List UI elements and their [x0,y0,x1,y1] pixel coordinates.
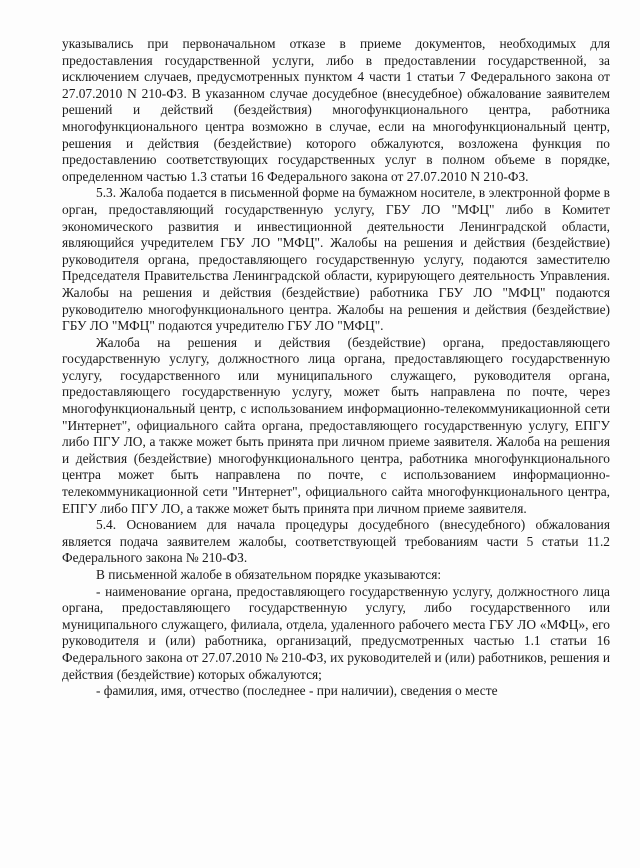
list-item-organ-name: - наименование органа, предоставляющего государственную услугу, должностного лица органа, предоставляющего государственную услугу, либо государственного или муниципального служащего, филиала, отдела, удаленного рабочего места ГБУ ЛО «МФЦ», его руководителя и (или) работника, организаций, предусмотренных частью 1.1 статьи 16 Федерального закона от 27.07.2010 № 210-ФЗ, их руководителей и (или) работников, решения и действия (бездействие) которых обжалуются; [62,583,610,682]
list-item-applicant-name: - фамилия, имя, отчество (последнее - при наличии), сведения о месте [96,683,498,699]
paragraph-continuation: указывались при первоначальном отказе в приеме документов, необходимых для предоставления государственной услуги, либо в предоставлении государственной, за исключением случаев, предусмотренных пунктом 4 части 1 статьи 7 Федерального закона от 27.07.2010 N 210-ФЗ. В указанном случае досудебное (внесудебное) обжалование заявителем решений и действий (бездействия) многофункционального центра, работника многофункционального центра возможно в случае, если на многофункциональный центр, решения и действия (бездействие) которого обжалуются, возложена функция по предоставлению соответствующих государственных услуг в полном объеме в порядке, определенном частью 1.3 статьи 16 Федерального закона от 27.07.2010 N 210-ФЗ. [62,36,610,184]
paragraph-complaint-channels: Жалоба на решения и действия (бездействие) органа, предоставляющего государственную услугу, должностного лица органа, предоставляющего государственную услугу, государственного или муниципального служащего, руководителя органа, предоставляющего государственную услугу, может быть направлена по почте, через многофункциональный центр, с использованием информационно-телекоммуникационной сети "Интернет", официального сайта органа, предоставляющего государственную услугу, ЕПГУ либо ПГУ ЛО, а также может быть принята при личном приеме заявителя. Жалоба на решения и действия (бездействие) многофункционального центра, работника многофункционального центра может быть направлена по почте, с использованием информационно-телекоммуникационной сети "Интернет", официального сайта многофункционального центра, ЕПГУ либо ПГУ ЛО, а также может быть принята при личном приеме заявителя. [62,334,610,516]
paragraph-5-4: 5.4. Основанием для начала процедуры досудебного (внесудебного) обжалования является подача заявителем жалобы, соответствующей требованиям части 5 статьи 11.2 Федерального закона № 210-ФЗ. [62,517,610,566]
document-body [62,36,610,700]
paragraph-5-3: 5.3. Жалоба подается в письменной форме на бумажном носителе, в электронной форме в орган, предоставляющий государственную услугу, ГБУ ЛО "МФЦ" либо в Комитет экономического развития и инвестиционной деятельности Ленинградской области, являющийся учредителем ГБУ ЛО "МФЦ". Жалобы на решения и действия (бездействие) руководителя органа, предоставляющего государственную услугу, подаются заместителю Председателя Правительства Ленинградской области, курирующего деятельность Управления. Жалобы на решения и действия (бездействие) работника ГБУ ЛО "МФЦ" подаются руководителю многофункционального центра. Жалобы на решения и действия (бездействие) ГБУ ЛО "МФЦ" подаются учредителю ГБУ ЛО "МФЦ". [62,185,610,334]
paragraph-required-fields-intro: В письменной жалобе в обязательном порядке указываются: [96,567,442,582]
